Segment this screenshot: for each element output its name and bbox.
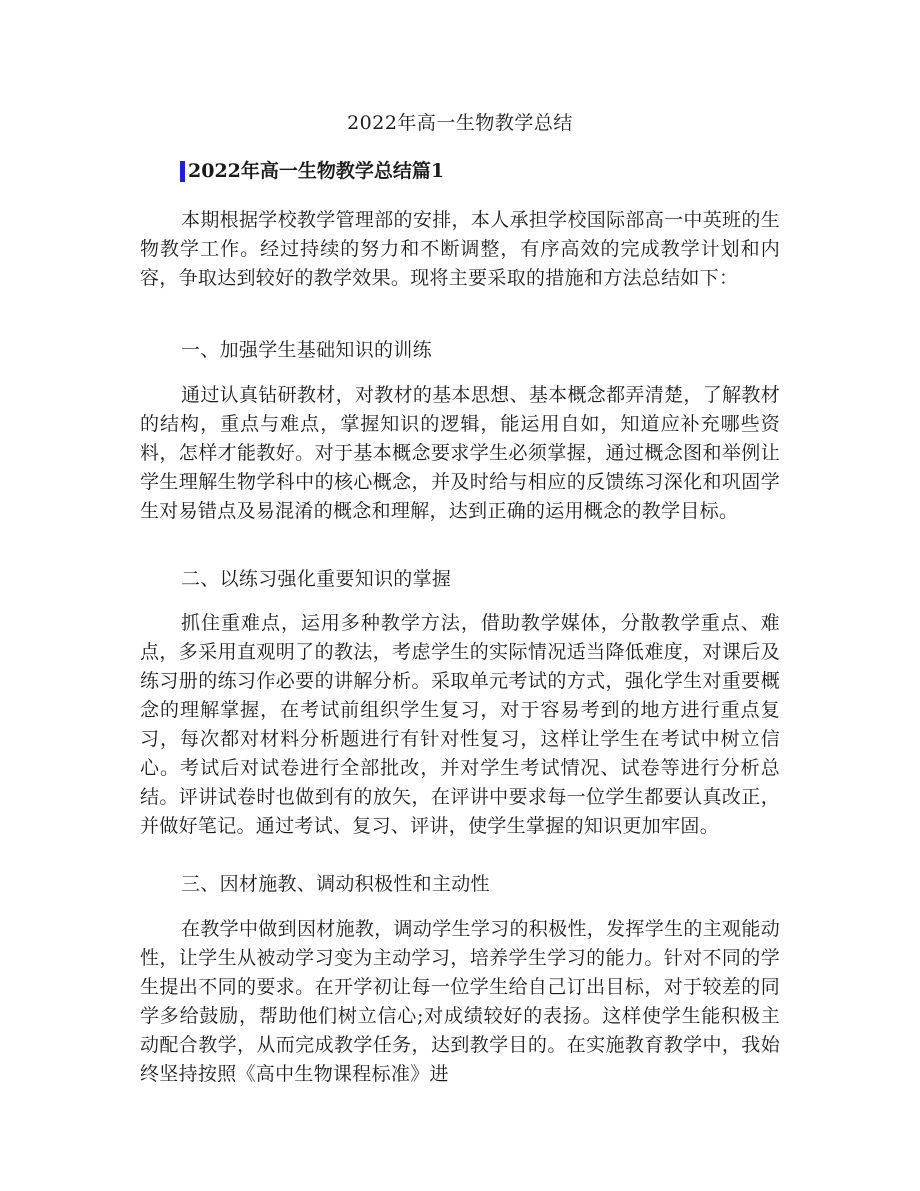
section-heading	[180, 158, 444, 184]
subsection-paragraph-1: 通过认真钻研教材，对教材的基本思想、基本概念都弄清楚，了解教材的结构，重点与难点，掌握知识的逻辑，能运用自如，知道应补充哪些资料，怎样才能教好。对于基本概念要求学生必须掌握，通过概念图和举例让学生理解生物学科中的核心概念，并及时给与相应的反馈练习深化和巩固学生对易错点及易混淆的概念和理解，达到正确的运用概念的教学目标。	[140, 384, 780, 522]
document-title: 2022年高一生物教学总结	[347, 112, 573, 134]
subsection-heading-3: 三、因材施教、调动积极性和主动性	[181, 873, 490, 895]
intro-paragraph: 本期根据学校教学管理部的安排，本人承担学校国际部高一中英班的生物教学工作。经过持续的努力和不断调整，有序高效的完成教学计划和内容，争取达到较好的教学效果。现将主要采取的措施和方法总结如下：	[140, 209, 780, 289]
subsection-body-block-1	[140, 381, 780, 526]
subsection-heading-2: 二、以练习强化重要知识的掌握	[181, 568, 452, 590]
subsection-paragraph-2: 抓住重难点，运用多种教学方法，借助教学媒体，分散教学重点、难点，多采用直观明了的教法，考虑学生的实际情况适当降低难度，对课后及练习册的练习作必要的讲解分析。采取单元考试的方式，强化学生对重要概念的理解掌握，在考试前组织学生复习，对于容易考到的地方进行重点复习，每次都对材料分析题进行有针对性复习，这样让学生在考试中树立信心。考试后对试卷进行全部批改，并对学生考试情况、试卷等进行分析总结。评讲试卷时也做到有的放矢，在评讲中要求每一位学生都要认真改正，并做好笔记。通过考试、复习、评讲，使学生掌握的知识更加牢固。	[140, 612, 780, 837]
subsection-body-block-3	[140, 915, 780, 1089]
section-heading-text: 2022年高一生物教学总结篇1	[188, 160, 445, 182]
subsection-heading-1: 一、加强学生基础知识的训练	[181, 339, 432, 361]
heading-marker-icon	[180, 161, 185, 182]
subsection-body-block-2	[140, 609, 780, 841]
intro-paragraph-block	[140, 206, 780, 293]
subsection-paragraph-3: 在教学中做到因材施教，调动学生学习的积极性，发挥学生的主观能动性，让学生从被动学习变为主动学习，培养学生学习的能力。针对不同的学生提出不同的要求。在开学初让每一位学生给自己订出目标，对于较差的同学多给鼓励，帮助他们树立信心;对成绩较好的表扬。这样使学生能积极主动配合教学，从而完成教学任务，达到教学目的。在实施教育教学中，我始终坚持按照《高中生物课程标准》进	[140, 918, 780, 1085]
